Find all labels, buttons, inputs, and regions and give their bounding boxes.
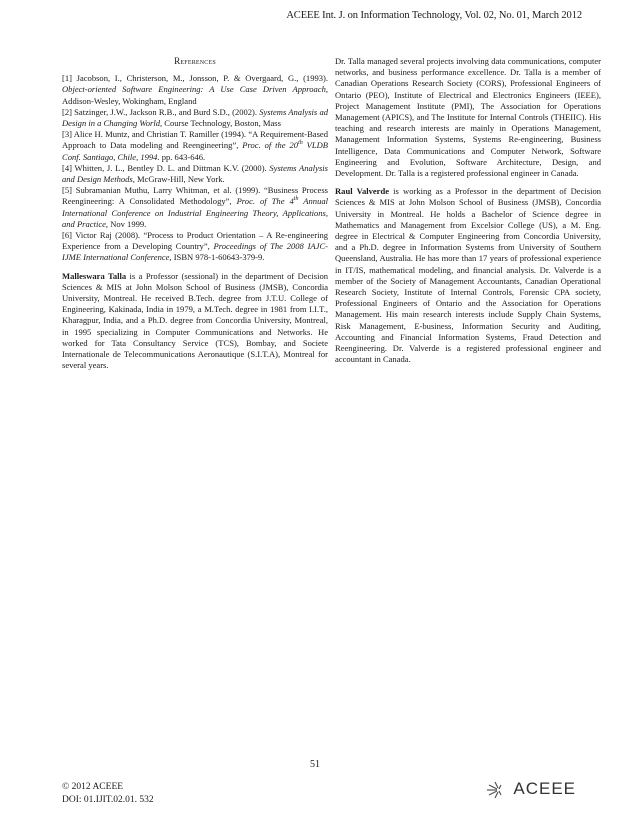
reference-segment: , Nov 1999. bbox=[105, 218, 147, 229]
bio-name: Malleswara Talla bbox=[62, 270, 127, 281]
aceee-star-icon bbox=[485, 779, 511, 799]
reference-segment: Addison-Wesley, Wokingham, England bbox=[62, 95, 197, 106]
reference-segment: Object-oriented Software Engineering: A Use Case Driven Approach, bbox=[62, 84, 328, 95]
bio-name: Raul Valverde bbox=[335, 186, 390, 197]
page-number: 51 bbox=[310, 759, 320, 770]
reference-item bbox=[62, 230, 328, 264]
reference-list bbox=[62, 73, 328, 263]
reference-segment: Annual International Conference on Industrial Engineering Theory, Applications, and Practice bbox=[62, 196, 328, 229]
reference-item bbox=[62, 107, 328, 129]
reference-segment: pp. 643-646. bbox=[159, 151, 206, 162]
reference-segment: Course Technology, Boston, Mass bbox=[162, 118, 281, 129]
reference-item bbox=[62, 129, 328, 163]
copyright: © 2012 ACEEE bbox=[62, 782, 124, 792]
reference-segment: th bbox=[298, 140, 303, 147]
reference-segment: Proc. of the 20 bbox=[242, 140, 299, 151]
reference-segment: Systems Analysis ad Design in a Changing World, bbox=[62, 106, 328, 129]
bio-talla-continued: Dr. Talla managed several projects involving data communications, computer networks, and business performance excellence. Dr. Talla is a member of Canadian Operations Research Society (CORS), Professional Engineers of Ontario (PEO), Institute of Electrical and Electronics Engineers (IEEE), Project Management Institute (PMI), The Association for Operations Management (APICS), and The Institute for Internal Controls (THEIIC). His teaching and research interests are mainly in Operations Management, Management Information Systems, Systems Re-engineering, Business Intelligence, Data Communications and Computer Network, Software Engineering and Evolution, Software Architecture, Design, and Development. Dr. Talla is a registered professional engineer in Canada. bbox=[335, 56, 601, 179]
reference-segment: Systems Analysis and Design Methods, bbox=[62, 162, 328, 185]
reference-segment: [5] Subramanian Muthu, Larry Whitman, et al. (1999). “Business Process Reengineering: A Consolidated Methodology”, bbox=[62, 185, 328, 207]
journal-header: ACEEE Int. J. on Information Technology, Vol. 02, No. 01, March 2012 bbox=[286, 10, 582, 21]
reference-segment: [1] Jacobson, I., Christerson, M., Jonsson, P. & Overgaard, G., (1993). bbox=[62, 73, 328, 84]
reference-segment: th bbox=[293, 196, 299, 203]
reference-segment: VLDB Conf. Santiago, Chile, 1994. bbox=[62, 140, 329, 162]
footer-info bbox=[62, 781, 154, 807]
reference-segment: McGraw-Hill, New York. bbox=[134, 174, 225, 185]
reference-segment: ISBN 978-1-60643-379-9. bbox=[171, 252, 265, 263]
bio-valverde bbox=[335, 186, 601, 365]
bio-text: is a Professor (sessional) in the department of Decision Sciences & MIS at John Molson School of Business (JMSB), Concordia University, Montreal. He received B.Tech. degree from J.T.U. College of Engineering, Kakinada, India in 1979, a M.Tech. degree in 1981 from I.I.T., Kharagpur, India, and a Ph.D. degree from Concordia University, Montreal, in 1995 specializing in Computer Communications and Networks. He worked for Tata Consultancy Service (TCS), Bombay, and Societe Internationale de Telecommunications Aeronautique (S.I.T.A), Montreal for several years. bbox=[62, 270, 328, 371]
reference-segment: Proceedings of The 2008 IAJC-IJME International Conference, bbox=[62, 241, 328, 263]
reference-segment: [6] Victor Raj (2008). “Process to Product Orientation – A Re-engineering Experience from a Developing Country”, bbox=[62, 230, 328, 252]
bio-talla bbox=[62, 271, 328, 372]
left-column bbox=[62, 56, 328, 371]
doi: DOI: 01.IJIT.02.01. 532 bbox=[62, 795, 154, 805]
publisher-logo bbox=[485, 779, 576, 799]
reference-segment: Proc. of The 4 bbox=[236, 196, 294, 207]
logo-text: ACEEE bbox=[513, 779, 576, 798]
bio-text: is working as a Professor in the department of Decision Sciences & MIS at John Molson School of Business (JMSB), Concordia University in Montreal. He holds a Bachelor of Science degree in Mathematics and Management from Excelsior College (US), a M. Eng. degree in Electrical & Computer Engineering from Concordia University, and a Ph.D. degree in Information Systems from University of Southern Queensland, Australia. He has more than 17 years of professional experience in IT/IS, mathematical modeling, and financial analysis. Dr. Valverde is a member of the Society of Management Accountants, Canadian Operational Research Society, Institute of Internal Controls, Forensic CPA society, Professional Engineers of Ontario and the Association for Operations Management. His main research interests include Supply Chain Systems, Risk Management, E-business, Information Security and Auditing, Accounting and Financial Information Systems, Fraud Detection and Reengineering. Dr. Valverde is a registered professional engineer and accountant in Canada. bbox=[335, 186, 602, 365]
reference-segment: [4] Whitten, J. L., Bentley D. L. and Dittman K.V. (2000). bbox=[62, 162, 270, 173]
reference-segment: [2] Satzinger, J.W., Jackson R.B., and Burd S.D., (2002). bbox=[62, 106, 260, 117]
reference-segment: [3] Alice H. Muntz, and Christian T. Ramiller (1994). “A Requirement-Based Approach to Data modeling and Reengineering”, bbox=[62, 129, 328, 151]
right-column bbox=[335, 56, 601, 365]
reference-item bbox=[62, 163, 328, 185]
references-heading: References bbox=[174, 56, 216, 66]
reference-item bbox=[62, 73, 328, 107]
reference-item bbox=[62, 185, 328, 230]
